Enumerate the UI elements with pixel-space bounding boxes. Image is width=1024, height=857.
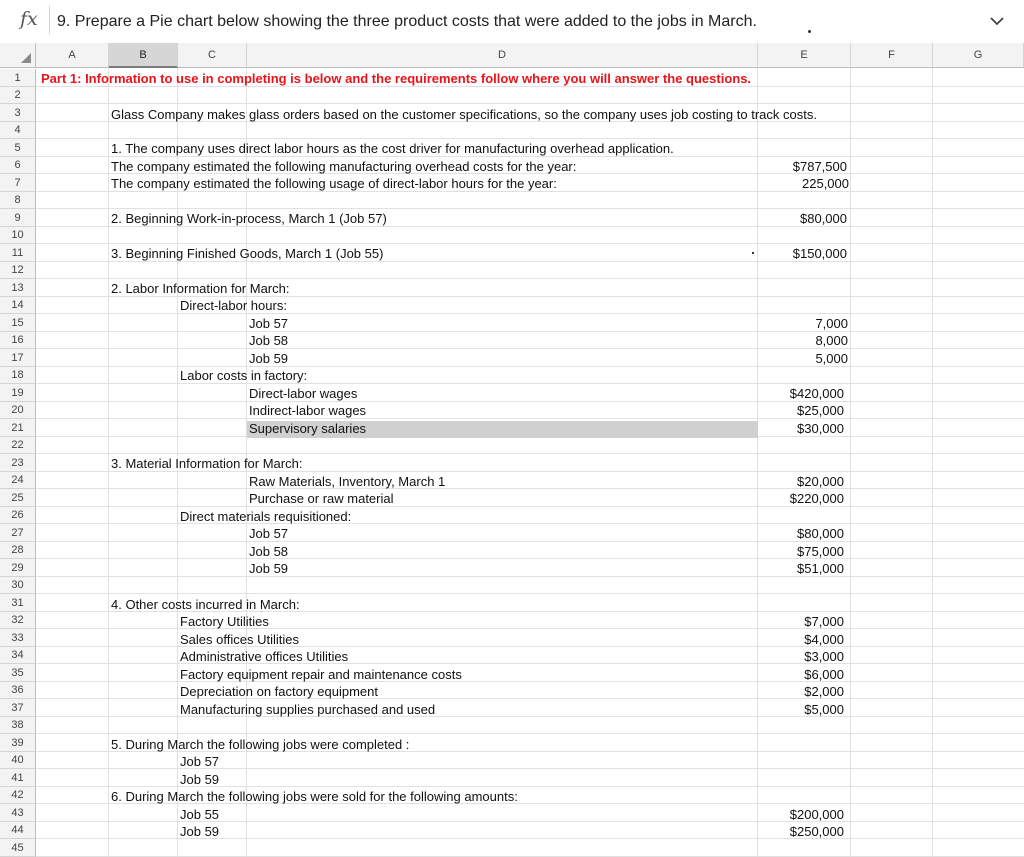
cell-e17[interactable]: 5,000 xyxy=(815,351,848,366)
select-all-icon xyxy=(21,53,31,63)
cell-e43[interactable]: $200,000 xyxy=(789,807,844,822)
formula-bar xyxy=(0,0,1024,44)
expand-formula-bar-icon[interactable] xyxy=(988,12,1006,30)
cell-e35[interactable]: $6,000 xyxy=(804,667,844,682)
cursor-dot xyxy=(808,30,811,33)
row-header-28[interactable]: 28 xyxy=(0,542,36,559)
cell-b3[interactable]: Glass Company makes glass orders based on the customer specifications, so the company uses job costing to track costs. xyxy=(111,107,817,122)
cell-d21[interactable]: Supervisory salaries xyxy=(249,421,367,436)
row-header-44[interactable]: 44 xyxy=(0,822,36,839)
cell-d17[interactable]: Job 59 xyxy=(249,351,289,366)
column-header-a[interactable]: A xyxy=(36,43,109,68)
cell-e44[interactable]: $250,000 xyxy=(789,824,844,839)
cell-e25[interactable]: $220,000 xyxy=(789,491,844,506)
row-gridline xyxy=(36,208,1024,209)
cell-d16[interactable]: Job 58 xyxy=(249,333,289,348)
select-all-corner[interactable] xyxy=(0,43,36,68)
row-header-27[interactable]: 27 xyxy=(0,524,36,542)
column-gridline xyxy=(757,68,758,856)
row-gridline xyxy=(36,401,1024,402)
cell-a1[interactable]: Part 1: Information to use in completing is below and the requirements follow where you will answer the questions. xyxy=(41,71,752,86)
cell-d27[interactable]: Job 57 xyxy=(249,526,289,541)
row-gridline xyxy=(36,103,1024,104)
row-header-11[interactable]: 11 xyxy=(0,244,36,262)
row-header-15[interactable]: 15 xyxy=(0,314,36,332)
cell-c32[interactable]: Factory Utilities xyxy=(180,614,269,629)
cell-b7[interactable]: The company estimated the following usage of direct-labor hours for the year: xyxy=(111,176,557,191)
formula-input[interactable]: 9. Prepare a Pie chart below showing the three product costs that were added to the jobs in March. xyxy=(57,13,757,30)
row-gridline xyxy=(36,453,1024,454)
cell-e15[interactable]: 7,000 xyxy=(815,316,848,331)
cell-b9[interactable]: 2. Beginning Work-in-process, March 1 (Job 57) xyxy=(111,211,387,226)
cell-e36[interactable]: $2,000 xyxy=(804,684,844,699)
cell-d19[interactable]: Direct-labor wages xyxy=(249,386,358,401)
stray-dot xyxy=(752,252,754,254)
cell-c14[interactable]: Direct-labor hours: xyxy=(180,298,287,313)
row-gridline xyxy=(36,418,1024,419)
row-header-13[interactable]: 13 xyxy=(0,279,36,297)
row-header-30[interactable]: 30 xyxy=(0,577,36,594)
row-gridline xyxy=(36,541,1024,542)
row-gridline xyxy=(36,243,1024,244)
row-header-31[interactable]: 31 xyxy=(0,594,36,612)
row-header-12[interactable]: 12 xyxy=(0,262,36,279)
row-header-33[interactable]: 33 xyxy=(0,629,36,647)
column-gridline xyxy=(850,68,851,856)
cell-b31[interactable]: 4. Other costs incurred in March: xyxy=(111,597,300,612)
row-gridline xyxy=(36,593,1024,594)
cell-b6[interactable]: The company estimated the following manufacturing overhead costs for the year: xyxy=(111,159,577,174)
row-header-36[interactable]: 36 xyxy=(0,682,36,699)
row-header-39[interactable]: 39 xyxy=(0,734,36,752)
formula-bar-divider xyxy=(49,6,50,34)
row-gridline xyxy=(36,558,1024,559)
row-header-9[interactable]: 9 xyxy=(0,209,36,227)
row-gridline xyxy=(36,278,1024,279)
cell-e33[interactable]: $4,000 xyxy=(804,632,844,647)
row-header-45[interactable]: 45 xyxy=(0,839,36,857)
row-header-8[interactable]: 8 xyxy=(0,192,36,209)
fx-icon[interactable]: fx xyxy=(20,8,38,30)
cell-e19[interactable]: $420,000 xyxy=(789,386,844,401)
cell-c18[interactable]: Labor costs in factory: xyxy=(180,368,308,383)
cell-e32[interactable]: $7,000 xyxy=(804,614,844,629)
row-header-41[interactable]: 41 xyxy=(0,769,36,787)
cell-d20[interactable]: Indirect-labor wages xyxy=(249,403,367,418)
row-header-26[interactable]: 26 xyxy=(0,507,36,524)
cell-d29[interactable]: Job 59 xyxy=(249,561,289,576)
cell-c26[interactable]: Direct materials requisitioned: xyxy=(180,509,352,524)
cell-e9[interactable]: $80,000 xyxy=(800,211,847,226)
row-header-18[interactable]: 18 xyxy=(0,367,36,384)
cell-d24[interactable]: Raw Materials, Inventory, March 1 xyxy=(249,474,446,489)
cell-c36[interactable]: Depreciation on factory equipment xyxy=(180,684,379,699)
cell-e16[interactable]: 8,000 xyxy=(815,333,848,348)
column-header-f[interactable]: F xyxy=(851,43,933,68)
column-header-c[interactable]: C xyxy=(178,43,247,68)
row-header-22[interactable]: 22 xyxy=(0,437,36,454)
row-header-40[interactable]: 40 xyxy=(0,752,36,769)
row-header-2[interactable]: 2 xyxy=(0,87,36,104)
cell-c43[interactable]: Job 55 xyxy=(180,807,220,822)
row-header-6[interactable]: 6 xyxy=(0,157,36,174)
row-gridline xyxy=(36,576,1024,577)
row-gridline xyxy=(36,733,1024,734)
cell-e28[interactable]: $75,000 xyxy=(797,544,844,559)
row-header-1[interactable]: 1 xyxy=(0,69,36,87)
row-header-5[interactable]: 5 xyxy=(0,139,36,157)
cell-e24[interactable]: $20,000 xyxy=(797,474,844,489)
cell-b11[interactable]: 3. Beginning Finished Goods, March 1 (Job 55) xyxy=(111,246,384,261)
row-header-24[interactable]: 24 xyxy=(0,472,36,489)
cell-c41[interactable]: Job 59 xyxy=(180,772,220,787)
row-header-16[interactable]: 16 xyxy=(0,332,36,349)
cell-e20[interactable]: $25,000 xyxy=(797,403,844,418)
row-header-14[interactable]: 14 xyxy=(0,297,36,314)
cell-d25[interactable]: Purchase or raw material xyxy=(249,491,394,506)
cell-c33[interactable]: Sales offices Utilities xyxy=(180,632,299,647)
column-header-d[interactable]: D xyxy=(247,43,758,68)
cell-b42[interactable]: 6. During March the following jobs were sold for the following amounts: xyxy=(111,789,518,804)
row-header-29[interactable]: 29 xyxy=(0,559,36,577)
cell-b13[interactable]: 2. Labor Information for March: xyxy=(111,281,290,296)
cell-c40[interactable]: Job 57 xyxy=(180,754,220,769)
column-header-e[interactable]: E xyxy=(758,43,851,68)
row-header-20[interactable]: 20 xyxy=(0,402,36,419)
row-header-38[interactable]: 38 xyxy=(0,717,36,734)
cell-e27[interactable]: $80,000 xyxy=(797,526,844,541)
row-gridline xyxy=(36,488,1024,489)
cell-e34[interactable]: $3,000 xyxy=(804,649,844,664)
row-header-23[interactable]: 23 xyxy=(0,454,36,472)
row-gridline xyxy=(36,331,1024,332)
row-header-4[interactable]: 4 xyxy=(0,122,36,139)
cell-b39[interactable]: 5. During March the following jobs were completed : xyxy=(111,737,410,752)
column-gridline xyxy=(932,68,933,856)
cell-c37[interactable]: Manufacturing supplies purchased and used xyxy=(180,702,436,717)
cell-e11[interactable]: $150,000 xyxy=(792,246,847,261)
cell-c34[interactable]: Administrative offices Utilities xyxy=(180,649,349,664)
row-gridline xyxy=(36,138,1024,139)
row-header-19[interactable]: 19 xyxy=(0,384,36,402)
row-header-34[interactable]: 34 xyxy=(0,647,36,664)
cell-e21[interactable]: $30,000 xyxy=(797,421,844,436)
row-header-42[interactable]: 42 xyxy=(0,787,36,804)
row-gridline xyxy=(36,348,1024,349)
row-header-43[interactable]: 43 xyxy=(0,804,36,822)
row-header-37[interactable]: 37 xyxy=(0,699,36,717)
cell-e6[interactable]: $787,500 xyxy=(792,159,847,174)
row-header-3[interactable]: 3 xyxy=(0,104,36,122)
row-header-10[interactable]: 10 xyxy=(0,227,36,244)
row-header-21[interactable]: 21 xyxy=(0,419,36,437)
cell-b5[interactable]: 1. The company uses direct labor hours as the cost driver for manufacturing overhead application. xyxy=(111,141,674,156)
column-header-b[interactable]: B xyxy=(109,43,178,68)
column-gridline xyxy=(108,68,109,856)
row-header-35[interactable]: 35 xyxy=(0,664,36,682)
cell-e29[interactable]: $51,000 xyxy=(797,561,844,576)
cell-c35[interactable]: Factory equipment repair and maintenance costs xyxy=(180,667,462,682)
row-header-7[interactable]: 7 xyxy=(0,174,36,192)
cell-e37[interactable]: $5,000 xyxy=(804,702,844,717)
cell-d15[interactable]: Job 57 xyxy=(249,316,289,331)
row-header-25[interactable]: 25 xyxy=(0,489,36,507)
row-gridline xyxy=(36,506,1024,507)
row-header-32[interactable]: 32 xyxy=(0,612,36,629)
column-header-g[interactable]: G xyxy=(933,43,1024,68)
row-header-17[interactable]: 17 xyxy=(0,349,36,367)
cell-e7[interactable]: 225,000 xyxy=(802,176,849,191)
cell-c44[interactable]: Job 59 xyxy=(180,824,220,839)
cell-d28[interactable]: Job 58 xyxy=(249,544,289,559)
cell-b23[interactable]: 3. Material Information for March: xyxy=(111,456,303,471)
